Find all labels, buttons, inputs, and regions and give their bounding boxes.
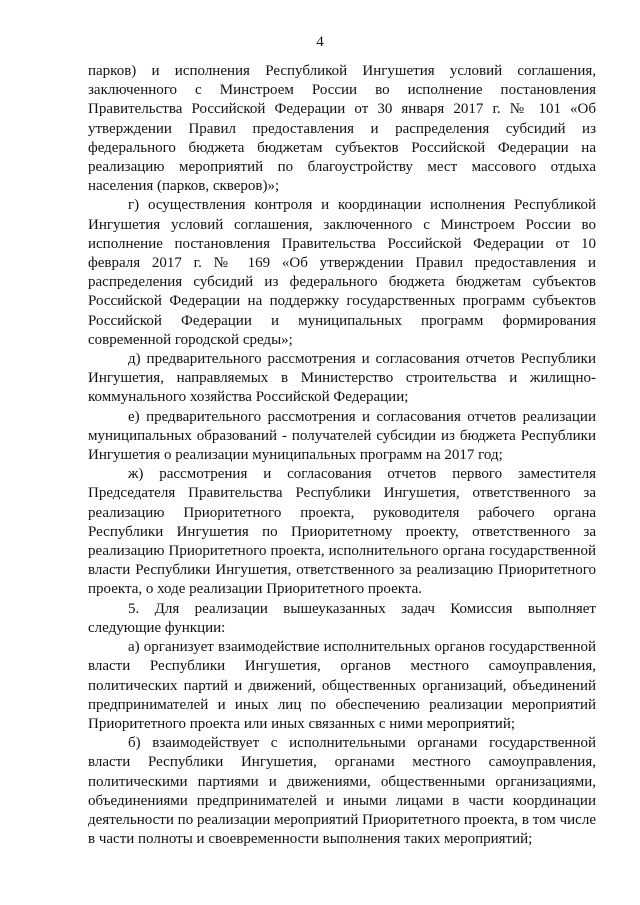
paragraph-item-g: г) осуществления контроля и координации исполнения Республикой Ингушетия условий соглашения, заключенного с Минстроем России во исполнение постановления Правительства Российской Федерации от 10 февраля 2017 г. № 169 «Об утверждении Правил предоставления и распределения субсидий из федерального бюджета бюджетам субъектов Российской Федерации на поддержку государственных программ субъектов Российской Федерации и муниципальных программ формирования современной городской среды»; bbox=[88, 197, 596, 348]
paragraph-item-d: д) предварительного рассмотрения и согласования отчетов Республики Ингушетия, направляемых в Министерство строительства и жилищно-коммунального хозяйства Российской Федерации; bbox=[88, 351, 596, 406]
paragraph-item-e: е) предварительного рассмотрения и согласования отчетов реализации муниципальных образований - получателей субсидии из бюджета Республики Ингушетия о реализации муниципальных программ на 2017 год; bbox=[88, 408, 596, 464]
paragraph-item-zh: ж) рассмотрения и согласования отчетов первого заместителя Председателя Правительства Республики Ингушетия, ответственного за реализацию Приоритетного проекта, руководителя рабочего органа Республики Ингушетия по Приоритетному проекту, ответственного за реализацию Приоритетного проекта, исполнительного органа государственной власти Республики Ингушетия, ответственного за реализацию Приоритетного проекта, о ходе реализации Приоритетного проекта. bbox=[88, 466, 596, 598]
document-body bbox=[88, 62, 596, 849]
paragraph-section-5: 5. Для реализации вышеуказанных задач Комиссия выполняет следующие функции: bbox=[88, 600, 596, 636]
page-number: 4 bbox=[316, 34, 324, 50]
paragraph-item-a: а) организует взаимодействие исполнительных органов государственной власти Республики Ингушетия, органов местного самоуправления, политических партий и движений, общественных организаций, объединений предпринимателей и иных лиц по обеспечению реализации мероприятий Приоритетного проекта или иных связанных с ними мероприятий; bbox=[88, 639, 596, 732]
paragraph-item-b: б) взаимодействует с исполнительными органами государственной власти Республики Ингушетия, органами местного самоуправления, политическими партиями и движениями, общественными организациями, объединениями предпринимателей и иными лицами в части координации деятельности по реализации мероприятий Приоритетного проекта, в том числе в части полноты и своевременности выполнения таких мероприятий; bbox=[88, 735, 596, 848]
paragraph-parks-continuation: парков) и исполнения Республикой Ингушетия условий соглашения, заключенного с Минстроем России во исполнение постановления Правительства Российской Федерации от 30 января 2017 г. № 101 «Об утверждении Правил предоставления и распределения субсидий из федерального бюджета бюджетам субъектов Российской Федерации на реализацию мероприятий по благоустройству мест массового отдыха населения (парков, скверов)»; bbox=[88, 63, 596, 195]
